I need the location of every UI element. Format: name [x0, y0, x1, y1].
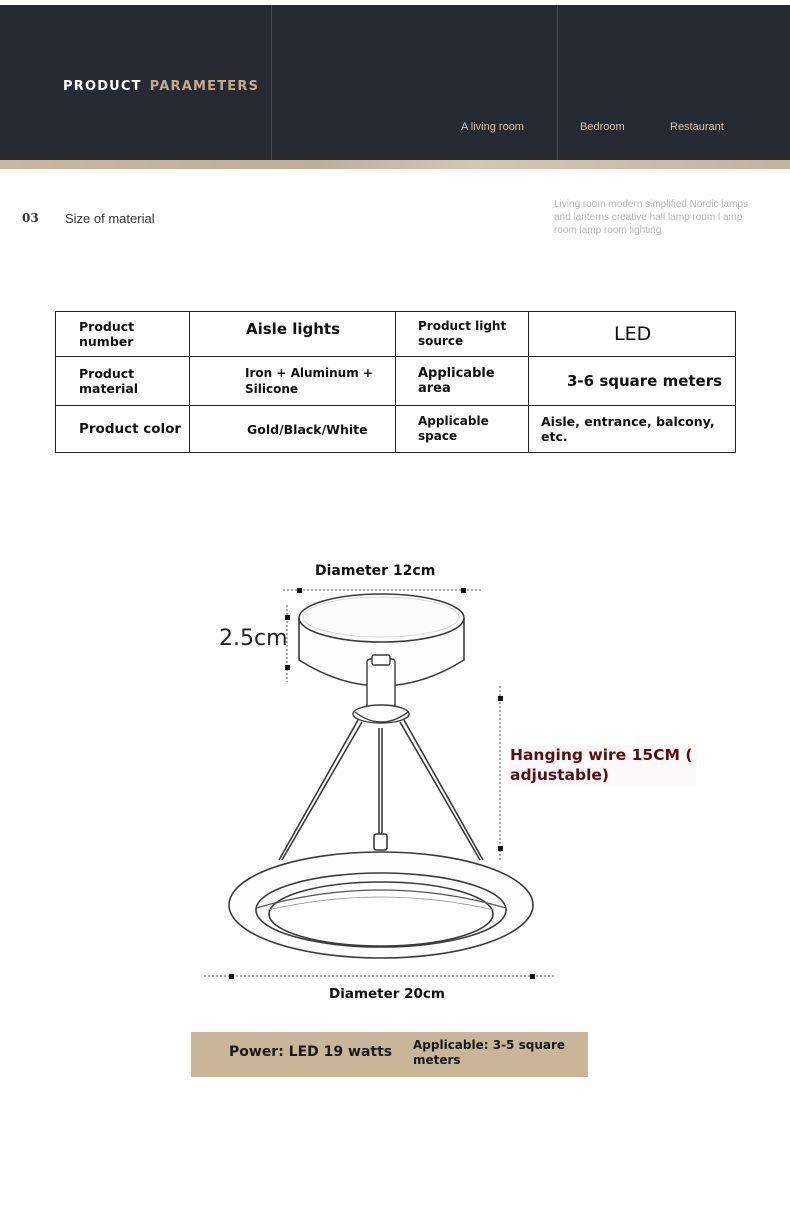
top-diameter-label: Diameter 12cm	[315, 563, 436, 579]
applicable-spec: Applicable: 3-5 square meters	[413, 1038, 566, 1067]
table-cell-value: Aisle lights	[190, 312, 396, 357]
ring-diameter-dimension	[204, 974, 554, 979]
top-diameter-dimension	[283, 588, 483, 593]
table-cell-label: Product color	[56, 406, 190, 453]
hanging-wire-label: Hanging wire 15CM ( adjustable)	[510, 745, 696, 785]
table-cell-label: Applicable area	[396, 357, 529, 406]
base-height-label: 2.5cm	[219, 626, 288, 651]
wire-dimension	[498, 686, 503, 860]
spec-summary-box	[191, 1032, 588, 1077]
power-spec: Power: LED 19 watts	[229, 1044, 393, 1060]
table-cell-label: Product material	[56, 357, 190, 406]
table-cell-value: Gold/Black/White	[190, 406, 396, 453]
table-cell-value: Iron + Aluminum + Silicone	[190, 357, 396, 406]
banner-title-part1: PRODUCT	[63, 79, 142, 94]
table-cell-value: LED	[529, 312, 736, 357]
section-number: 03	[22, 211, 39, 225]
banner-title-part2: PARAMETERS	[149, 79, 260, 94]
room-label-bedroom: Bedroom	[580, 121, 625, 133]
hanging-rods	[279, 720, 483, 860]
ring-diameter-label: Diameter 20cm	[329, 986, 445, 1002]
room-label-living: A living room	[461, 121, 524, 133]
table-cell-label: Product number	[56, 312, 190, 357]
section-description: Living room modern simplified Nordic lamps and lanterns creative hall lamp room l amp room lamp room lighting	[554, 199, 748, 236]
table-cell-value: 3-6 square meters	[529, 357, 736, 406]
section-title: Size of material	[65, 211, 155, 226]
lamp-ring	[229, 852, 533, 958]
room-label-restaurant: Restaurant	[670, 121, 724, 133]
table-cell-label: Product light source	[396, 312, 529, 357]
table-cell-label: Applicable space	[396, 406, 529, 453]
table-cell-value: Aisle, entrance, balcony, etc.	[529, 406, 736, 453]
